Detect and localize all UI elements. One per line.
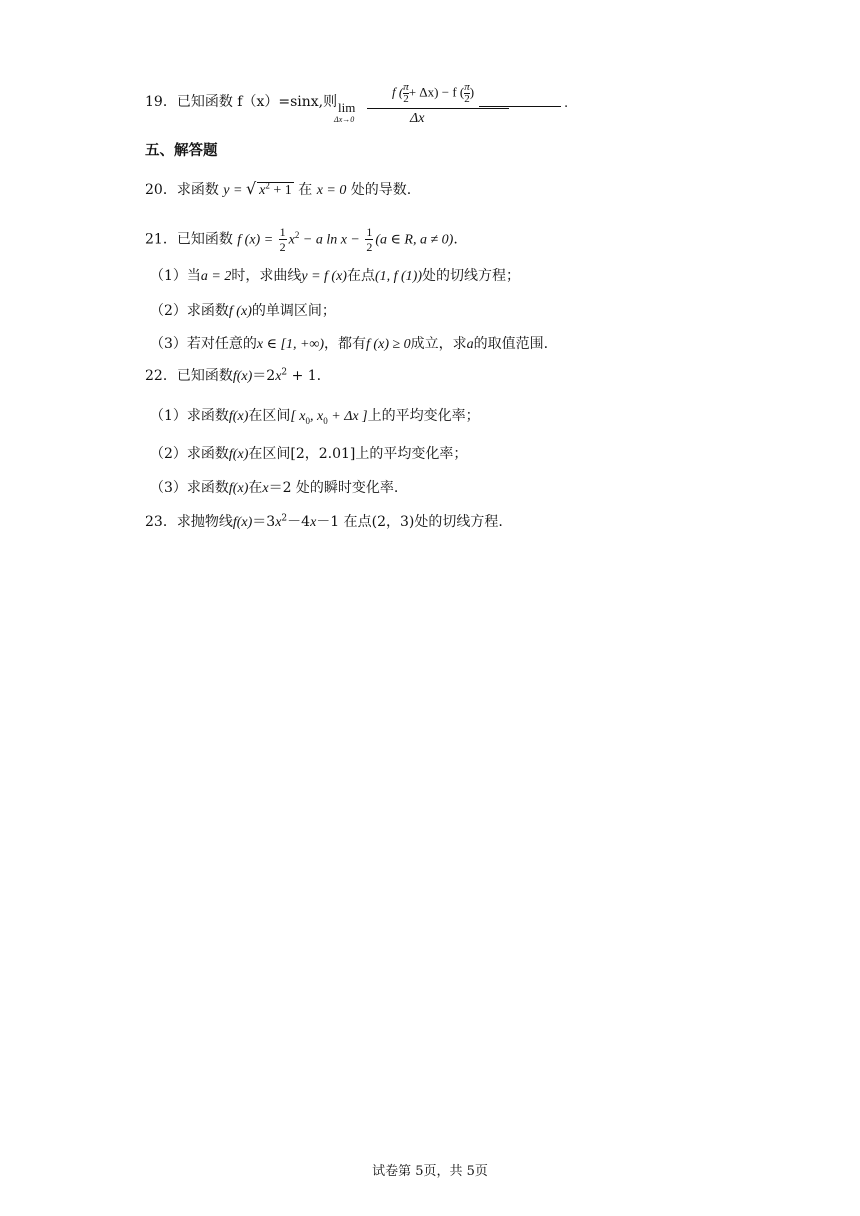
q20-radicand: $x^2 + 1$: [259, 180, 292, 198]
q19-lead: [145, 92, 337, 112]
q21-part1: （1）当a = 2时，求曲线y = f (x)在点(1, f (1))处的切线方程；: [150, 268, 521, 284]
q19-pi-frac-1: $\frac{\pi}{2}$: [403, 81, 409, 105]
q19-end: .: [564, 96, 569, 111]
q22: 22．已知函数$f(x)=2x^2 + 1$.: [145, 367, 322, 384]
q19-numerator: [392, 82, 474, 105]
page-footer: 试卷第 5页，共 5页: [372, 1164, 488, 1179]
q20: [145, 179, 411, 201]
section-title: 五、解答题: [145, 142, 218, 159]
q21-mid: − a ln x −: [299, 232, 364, 248]
q22-part2: （2）求函数f(x)在区间[2，2.01]上的平均变化率；: [150, 446, 468, 462]
q19-pi-frac-2: $\frac{\pi}{2}$: [464, 81, 470, 105]
q20-mid: 在: [298, 182, 313, 198]
q20-cond: x = 0: [316, 183, 347, 198]
q21-part3: （3）若对任意的x ∈ [1, +∞)，都有f (x) ≥ 0成立，求a的取值范围.: [150, 336, 549, 352]
q19-limit-expression: [334, 82, 574, 130]
q20-eq: y =: [223, 183, 246, 198]
q21-lead: 21．已知函数: [145, 231, 233, 248]
q21-part2: （2）求函数f (x)的单调区间；: [150, 303, 336, 319]
q19-fraction-bar: [367, 108, 509, 109]
q22-part1: （1）求函数f(x)在区间[ $x_0$, $x_0 + \Delta x$ ]上的平均变化率；: [150, 408, 480, 426]
q19-answer-blank[interactable]: [479, 106, 561, 107]
q21: 21．已知函数 f (x) = $\frac{1}{2}$ $x^2 - a$ ln x − $\frac{1}{2}$ (a ∈ R, a ≠ 0).: [145, 225, 458, 254]
q19-num-c: ): [469, 84, 475, 100]
q19-num-b: + Δx) − f (: [408, 84, 465, 100]
q23: 23．求抛物线$f(x)=3x^2-4x-1$ 在点(2，3)处的切线方程.: [145, 513, 503, 530]
q19-lead-text: 19．已知函数 f（x）=sinx,则: [145, 94, 338, 110]
q22-part3: （3）求函数f(x)在x＝2 处的瞬时变化率.: [150, 480, 399, 496]
sqrt-symbol-icon: √: [245, 179, 257, 198]
q19-lim: lim: [338, 100, 356, 115]
q19-denominator: Δx: [410, 111, 425, 126]
q20-tail: 处的导数.: [350, 182, 412, 198]
q19-lim-sub: Δx→0: [334, 115, 355, 124]
q21-half-2: $\frac{1}{2}$: [366, 225, 373, 254]
q21-fx: f (x) =: [237, 232, 277, 248]
q19-num-a: f (: [392, 84, 404, 100]
q21-half-1: $\frac{1}{2}$: [279, 225, 286, 254]
q20-lead: 20．求函数: [145, 182, 219, 198]
q21-cond: (a ∈ R, a ≠ 0): [375, 232, 454, 248]
